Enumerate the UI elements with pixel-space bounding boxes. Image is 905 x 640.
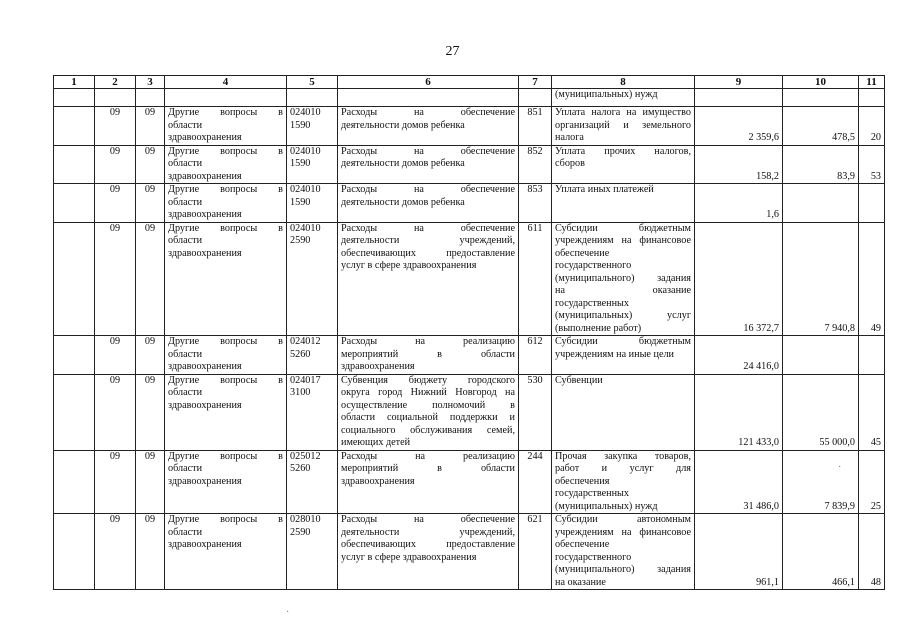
cell-expense-name-line: организаций и земельного [555,119,691,131]
cell-empty [54,184,95,223]
cell-article-name-line: осуществление полномочий в [341,399,515,411]
cell-plan-amount: 2 359,6 [695,107,783,146]
cell-empty [54,107,95,146]
table-row [54,145,885,184]
table-row [54,184,885,223]
cell-expense-type: 851 [519,107,552,146]
cell-article-name-line: деятельности домов ребенка [341,196,465,208]
cell-subsection: 09 [136,145,165,184]
cell-subsection-name [165,184,287,223]
cell-expense-name-line: Уплата прочих налогов, [555,145,691,157]
cell-article-name-line: Субвенция бюджету городского [341,374,515,386]
cell-subsection: 09 [136,222,165,336]
cell-plan-amount: 31 486,0 [695,450,783,514]
cell-plan-amount: 121 433,0 [695,374,783,450]
cell-subsection-name-line: Другие вопросы в [168,374,283,386]
cell-expense-name [552,450,695,514]
cell-subsection-name-line: области [168,196,203,208]
cell-expense-name-line: налога [555,132,584,143]
cell-target-article [287,222,338,336]
cell-subsection-name-line: здравоохранения [168,170,242,182]
cell-actual-amount [783,184,859,223]
cell-expense-name [552,107,695,146]
cell-article-name-line: деятельности учреждений, [341,235,515,246]
cell-expense-name-line: государственного [555,260,632,271]
cell-section: 09 [95,336,136,375]
continuation-row [54,89,885,107]
cell-target-article-line: 025012 [290,450,321,462]
cell-expense-name-line: обеспечения [555,475,610,487]
cell-target-article-line: 2590 [290,526,311,538]
cell-percent [859,184,885,223]
cell-actual-amount: 7 940,8 [783,222,859,336]
cell-percent: 53 [859,145,885,184]
cell-percent: 25 [859,450,885,514]
cell-article-name-line: Расходы на обеспечение [341,184,515,195]
cell-subsection-name-line: здравоохранения [168,132,242,143]
cell-subsection-name-line: Другие вопросы в [168,145,283,157]
cell-target-article-line: 028010 [290,514,321,525]
cell-expense-name-line: Субсидии бюджетным [555,222,691,234]
cell-subsection-name-line: области [168,119,203,131]
column-header: 6 [338,76,519,89]
column-header: 8 [552,76,695,89]
cell-subsection: 09 [136,450,165,514]
cell-empty [54,336,95,375]
cell-actual-amount: 83,9 [783,145,859,184]
cell-section: 09 [95,450,136,514]
cell-percent: 45 [859,374,885,450]
column-header: 9 [695,76,783,89]
cell-percent: 48 [859,514,885,590]
cell-empty [54,222,95,336]
cell-expense-name-line: Субсидии бюджетным [555,336,691,347]
cell-expense-type: 852 [519,145,552,184]
cell-subsection-name-line: области [168,463,203,474]
cell-subsection-name-line: Другие вопросы в [168,184,283,195]
column-header: 1 [54,76,95,89]
cell-article-name-line: Расходы на реализацию [341,336,515,347]
cell-section: 09 [95,222,136,336]
cell-expense-name-line: Уплата налога на имуществo [555,107,691,118]
cell-expense-name [552,336,695,375]
cell-article-name [338,374,519,450]
cell-subsection-name-line: Другие вопросы в [168,107,283,118]
cell-expense-name-line: Субсидии автономным [555,514,691,525]
cell-subsection-name-line: здравоохранения [168,539,242,550]
cell-expense-name-line: (муниципальных) нужд [555,500,658,512]
cell-target-article-line: 1590 [290,158,311,169]
cell-subsection-name-line: Другие вопросы в [168,222,283,234]
cell-expense-type: 621 [519,514,552,590]
cell-target-article-line: 024010 [290,184,321,195]
cell-expense-name-line: Субвенции [555,374,603,386]
cell-article-name [338,145,519,184]
column-header: 3 [136,76,165,89]
cell-subsection-name-line: области [168,235,203,246]
scan-speck: · [838,462,842,473]
cell-actual-amount: 478,5 [783,107,859,146]
cell-subsection-name-line: Другие вопросы в [168,450,283,462]
cell-article-name-line: обеспечивающих предоставление [341,247,515,259]
cell-subsection-name [165,107,287,146]
cell-article-name-line: услуг в сфере здравоохранения [341,551,477,563]
cell-expense-name-line: учреждениям на финансовое [555,235,691,246]
cell-article-name-line: деятельности учреждений, [341,526,515,538]
cell-subsection-name-line: здравоохранения [168,361,242,372]
cell-subsection-name-line: здравоохранения [168,209,242,220]
cell-target-article [287,107,338,146]
cell-subsection-name [165,374,287,450]
cell-target-article [287,374,338,450]
cell-section: 09 [95,145,136,184]
cell-target-article [287,450,338,514]
cell-subsection-name [165,336,287,375]
cell-article-name-line: Расходы на обеспечение [341,222,515,234]
column-header: 2 [95,76,136,89]
cell-expense-name-line: Уплата иных платежей [555,184,654,195]
cell-target-article [287,145,338,184]
cell-section: 09 [95,184,136,223]
cell-expense-name-line: (выполнение работ) [555,322,642,334]
cell-target-article-line: 2590 [290,235,311,246]
cell-article-name-line: деятельности домов ребенка [341,119,465,131]
cell-article-name-line: услуг в сфере здравоохранения [341,260,477,271]
column-header: 7 [519,76,552,89]
cell-target-article-line: 5260 [290,348,311,360]
cell-subsection-name-line: области [168,526,203,538]
cell-percent: 20 [859,107,885,146]
cell-plan-amount: 24 416,0 [695,336,783,375]
cell-subsection-name-line: области [168,348,203,360]
cell-expense-name-line: на оказание [555,576,606,588]
cell-subsection-name-line: здравоохранения [168,247,242,259]
budget-table [53,75,885,590]
cell-subsection-name-line: Другие вопросы в [168,336,283,347]
cell-expense-type: 611 [519,222,552,336]
cell-expense-name [552,514,695,590]
cell-expense-type: 244 [519,450,552,514]
cell-subsection: 09 [136,336,165,375]
cell-expense-name-line: учреждениям на иные цели [555,348,675,360]
cell-expense-name-line: сборов [555,158,585,169]
header-row [54,76,885,89]
cell-actual-amount: 7 839,9 [783,450,859,514]
cell-empty [54,145,95,184]
cell-subsection-name [165,450,287,514]
cell-section: 09 [95,107,136,146]
cell-expense-name-line: на оказание [555,285,691,296]
cell-expense-name-line: учреждениям на финансовое [555,526,691,538]
cell-section: 09 [95,514,136,590]
cell-article-name [338,450,519,514]
cell-article-name-line: Расходы на обеспечение [341,514,515,525]
cell-expense-name-line: (муниципального) задания [555,564,691,575]
cell-subsection-name-line: Другие вопросы в [168,514,283,525]
column-header: 4 [165,76,287,89]
cell-expense-type: 612 [519,336,552,375]
cell-target-article [287,336,338,375]
cell-article-name-line: мероприятий в области [341,463,515,474]
table-row [54,514,885,590]
cell-empty [54,374,95,450]
cell-subsection-name-line: области [168,158,203,169]
cell-plan-amount: 158,2 [695,145,783,184]
cell-subsection-name-line: здравоохранения [168,399,242,411]
cell-article-name [338,184,519,223]
cell-target-article-line: 024012 [290,336,321,347]
cell-subsection-name [165,514,287,590]
cell-subsection-name-line: здравоохранения [168,475,242,487]
cell-actual-amount: 55 000,0 [783,374,859,450]
table-row [54,450,885,514]
cell-article-name-line: здравоохранения [341,475,415,487]
cell-article-name-line: социального обслуживания семей, [341,424,515,436]
column-header: 10 [783,76,859,89]
cell-target-article-line: 3100 [290,387,311,398]
cell-empty [54,450,95,514]
cell-target-article-line: 1590 [290,119,311,131]
cell-expense-name-line: (муниципального) задания [555,272,691,284]
cell-article-name [338,222,519,336]
cell-target-article [287,514,338,590]
cell-expense-name [552,145,695,184]
cell-subsection-name [165,222,287,336]
table-row [54,374,885,450]
page-number: 27 [445,44,460,59]
table-row [54,107,885,146]
cell-target-article-line: 1590 [290,196,311,208]
cell-article-name [338,107,519,146]
cell-plan-amount: 1,6 [695,184,783,223]
cell-target-article-line: 024010 [290,107,321,118]
cell-expense-name-line: обеспечение [555,247,610,259]
cell-expense-type: 853 [519,184,552,223]
cell-expense-name [552,184,695,223]
table-row [54,336,885,375]
cell-target-article-line: 024010 [290,145,321,157]
cell-expense-name [552,222,695,336]
cell-expense-name-line: обеспечение [555,539,610,550]
cell-target-article [287,184,338,223]
cell-expense-name-line: государственных [555,488,629,499]
cell-article-name-line: области социальной поддержки и [341,412,515,423]
column-header: 11 [859,76,885,89]
cell-article-name [338,336,519,375]
continuation-text: (муниципальных) нужд [552,89,695,107]
cell-subsection: 09 [136,514,165,590]
cell-expense-name-line: государственного [555,551,632,563]
cell-article-name-line: Расходы на обеспечение [341,107,515,118]
cell-article-name-line: округа город Нижний Новгород на [341,387,515,398]
cell-subsection: 09 [136,374,165,450]
cell-section: 09 [95,374,136,450]
cell-expense-type: 530 [519,374,552,450]
cell-empty [54,514,95,590]
cell-expense-name-line: государственных [555,297,629,309]
column-header: 5 [287,76,338,89]
cell-subsection: 09 [136,107,165,146]
cell-article-name-line: обеспечивающих предоставление [341,539,515,550]
cell-expense-name-line: Прочая закупка товаров, [555,450,691,462]
scan-speck: · [286,607,290,618]
cell-expense-name-line: работ и услуг для [555,463,691,474]
cell-plan-amount: 16 372,7 [695,222,783,336]
cell-article-name-line: мероприятий в области [341,348,515,360]
cell-actual-amount [783,336,859,375]
cell-target-article-line: 024010 [290,222,321,234]
cell-expense-name [552,374,695,450]
cell-article-name-line: Расходы на обеспечение [341,145,515,157]
cell-subsection-name [165,145,287,184]
cell-percent [859,336,885,375]
cell-subsection: 09 [136,184,165,223]
cell-subsection-name-line: области [168,387,203,398]
cell-percent: 49 [859,222,885,336]
cell-article-name-line: имеющих детей [341,437,411,448]
cell-plan-amount: 961,1 [695,514,783,590]
cell-article-name-line: здравоохранения [341,361,415,372]
cell-target-article-line: 024017 [290,374,321,386]
cell-article-name-line: деятельности домов ребенка [341,158,465,169]
cell-article-name-line: Расходы на реализацию [341,450,515,462]
cell-actual-amount: 466,1 [783,514,859,590]
cell-target-article-line: 5260 [290,463,311,474]
cell-article-name [338,514,519,590]
table-row [54,222,885,336]
cell-expense-name-line: (муниципальных) услуг [555,310,691,321]
